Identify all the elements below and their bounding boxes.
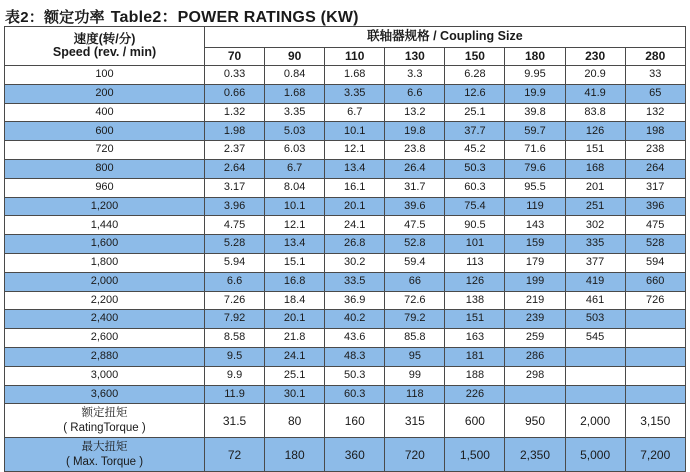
rating-torque-cell: 160 (325, 404, 385, 438)
table-row (5, 141, 686, 160)
size-header-230: 230 (565, 48, 625, 66)
power-cell: 181 (445, 347, 505, 366)
power-cell: 11.9 (205, 385, 265, 404)
rating-torque-row (5, 404, 686, 438)
title-english: Table2：POWER RATINGS (KW) (110, 9, 359, 26)
power-cell (565, 347, 625, 366)
table-row (5, 197, 686, 216)
table-row (5, 84, 686, 103)
power-cell: 335 (565, 235, 625, 254)
table-row (5, 291, 686, 310)
power-cell: 33 (625, 66, 685, 85)
power-cell: 19.8 (385, 122, 445, 141)
power-cell: 226 (445, 385, 505, 404)
power-cell: 298 (505, 366, 565, 385)
power-cell: 5.94 (205, 253, 265, 272)
power-cell: 5.28 (205, 235, 265, 254)
power-cell: 47.5 (385, 216, 445, 235)
title-chinese: 表2：额定功率 (5, 9, 105, 26)
power-cell: 126 (445, 272, 505, 291)
power-cell: 25.1 (265, 366, 325, 385)
power-cell: 48.3 (325, 347, 385, 366)
power-cell: 6.28 (445, 66, 505, 85)
power-cell: 1.68 (265, 84, 325, 103)
max-torque-cell: 7,200 (625, 438, 685, 472)
max-torque-cell: 2,350 (505, 438, 565, 472)
power-ratings-table (4, 26, 686, 472)
power-cell: 594 (625, 253, 685, 272)
power-cell: 179 (505, 253, 565, 272)
power-cell: 24.1 (265, 347, 325, 366)
power-cell: 65 (625, 84, 685, 103)
max-torque-cell: 360 (325, 438, 385, 472)
power-cell: 79.2 (385, 310, 445, 329)
power-cell: 16.8 (265, 272, 325, 291)
table-row (5, 329, 686, 348)
power-cell: 99 (385, 366, 445, 385)
speed-column-header (5, 27, 205, 66)
power-cell: 251 (565, 197, 625, 216)
power-cell: 39.8 (505, 103, 565, 122)
coupling-size-header: 联轴器规格 / Coupling Size (205, 27, 686, 48)
power-cell: 475 (625, 216, 685, 235)
power-cell: 168 (565, 159, 625, 178)
power-cell: 45.2 (445, 141, 505, 160)
speed-cell: 1,600 (5, 235, 205, 254)
power-cell: 12.6 (445, 84, 505, 103)
power-cell: 3.35 (325, 84, 385, 103)
power-cell: 3.17 (205, 178, 265, 197)
table-row (5, 216, 686, 235)
speed-cell: 3,600 (5, 385, 205, 404)
power-cell: 13.4 (265, 235, 325, 254)
power-cell: 2.64 (205, 159, 265, 178)
speed-cell: 600 (5, 122, 205, 141)
power-cell: 5.03 (265, 122, 325, 141)
power-cell: 239 (505, 310, 565, 329)
power-cell: 10.1 (265, 197, 325, 216)
speed-cell: 2,200 (5, 291, 205, 310)
speed-cell: 800 (5, 159, 205, 178)
rating-torque-cell: 950 (505, 404, 565, 438)
speed-cell: 3,000 (5, 366, 205, 385)
power-cell: 396 (625, 197, 685, 216)
power-cell: 6.7 (325, 103, 385, 122)
size-header-70: 70 (205, 48, 265, 66)
power-cell: 13.4 (325, 159, 385, 178)
max-torque-cell: 180 (265, 438, 325, 472)
power-cell: 36.9 (325, 291, 385, 310)
power-cell: 264 (625, 159, 685, 178)
power-cell: 15.1 (265, 253, 325, 272)
max-torque-cell: 1,500 (445, 438, 505, 472)
power-cell: 24.1 (325, 216, 385, 235)
power-cell: 101 (445, 235, 505, 254)
power-cell (505, 385, 565, 404)
size-header-280: 280 (625, 48, 685, 66)
power-cell: 95.5 (505, 178, 565, 197)
power-cell: 18.4 (265, 291, 325, 310)
power-cell: 52.8 (385, 235, 445, 254)
power-cell: 21.8 (265, 329, 325, 348)
power-cell: 30.2 (325, 253, 385, 272)
power-cell: 317 (625, 178, 685, 197)
power-cell: 37.7 (445, 122, 505, 141)
max-torque-label-english: ( Max. Torque ) (65, 455, 144, 468)
power-cell: 19.9 (505, 84, 565, 103)
power-cell: 71.6 (505, 141, 565, 160)
power-cell: 12.1 (265, 216, 325, 235)
speed-header-chinese: 速度(转/分) (73, 31, 136, 46)
power-cell: 219 (505, 291, 565, 310)
power-cell: 151 (565, 141, 625, 160)
power-cell: 188 (445, 366, 505, 385)
power-cell: 16.1 (325, 178, 385, 197)
speed-cell: 2,000 (5, 272, 205, 291)
power-cell: 39.6 (385, 197, 445, 216)
rating-torque-cell: 31.5 (205, 404, 265, 438)
power-cell: 50.3 (445, 159, 505, 178)
power-cell: 9.9 (205, 366, 265, 385)
power-cell: 2.37 (205, 141, 265, 160)
power-cell: 9.5 (205, 347, 265, 366)
power-cell: 7.92 (205, 310, 265, 329)
max-torque-label (5, 438, 205, 472)
power-cell: 8.58 (205, 329, 265, 348)
power-cell: 33.5 (325, 272, 385, 291)
power-cell: 20.9 (565, 66, 625, 85)
table-row (5, 385, 686, 404)
rating-torque-label-english: ( RatingTorque ) (63, 421, 146, 434)
power-cell: 113 (445, 253, 505, 272)
power-cell (625, 347, 685, 366)
speed-cell: 720 (5, 141, 205, 160)
speed-cell: 2,880 (5, 347, 205, 366)
speed-cell: 1,440 (5, 216, 205, 235)
speed-cell: 200 (5, 84, 205, 103)
power-cell: 4.75 (205, 216, 265, 235)
power-cell: 43.6 (325, 329, 385, 348)
power-cell: 0.84 (265, 66, 325, 85)
power-cell: 238 (625, 141, 685, 160)
power-cell: 163 (445, 329, 505, 348)
speed-cell: 2,600 (5, 329, 205, 348)
power-cell: 6.03 (265, 141, 325, 160)
rating-torque-cell: 2,000 (565, 404, 625, 438)
table-row (5, 103, 686, 122)
power-cell: 72.6 (385, 291, 445, 310)
table-row (5, 366, 686, 385)
power-cell: 0.66 (205, 84, 265, 103)
power-cell: 60.3 (445, 178, 505, 197)
power-cell: 59.7 (505, 122, 565, 141)
power-cell: 95 (385, 347, 445, 366)
power-cell: 143 (505, 216, 565, 235)
power-cell: 528 (625, 235, 685, 254)
power-cell: 66 (385, 272, 445, 291)
power-cell (565, 366, 625, 385)
power-cell: 30.1 (265, 385, 325, 404)
speed-cell: 1,800 (5, 253, 205, 272)
speed-cell: 960 (5, 178, 205, 197)
power-cell (625, 310, 685, 329)
power-cell: 20.1 (325, 197, 385, 216)
table-title (5, 4, 359, 27)
table-row (5, 159, 686, 178)
speed-cell: 2,400 (5, 310, 205, 329)
table-row (5, 272, 686, 291)
rating-torque-cell: 315 (385, 404, 445, 438)
power-cell: 7.26 (205, 291, 265, 310)
power-cell: 0.33 (205, 66, 265, 85)
rating-torque-label-chinese: 额定扭矩 (81, 406, 128, 419)
power-cell: 118 (385, 385, 445, 404)
power-cell: 660 (625, 272, 685, 291)
rating-torque-cell: 600 (445, 404, 505, 438)
power-cell: 85.8 (385, 329, 445, 348)
power-cell: 6.6 (205, 272, 265, 291)
power-cell: 545 (565, 329, 625, 348)
power-cell: 13.2 (385, 103, 445, 122)
power-cell: 50.3 (325, 366, 385, 385)
speed-cell: 400 (5, 103, 205, 122)
power-cell: 461 (565, 291, 625, 310)
power-cell (625, 366, 685, 385)
max-torque-row (5, 438, 686, 472)
table-row (5, 347, 686, 366)
power-cell: 8.04 (265, 178, 325, 197)
power-cell: 503 (565, 310, 625, 329)
table-row (5, 122, 686, 141)
table-row (5, 310, 686, 329)
power-cell: 1.68 (325, 66, 385, 85)
size-header-110: 110 (325, 48, 385, 66)
rating-torque-cell: 3,150 (625, 404, 685, 438)
size-header-180: 180 (505, 48, 565, 66)
power-cell: 201 (565, 178, 625, 197)
power-cell: 23.8 (385, 141, 445, 160)
power-cell: 726 (625, 291, 685, 310)
speed-cell: 1,200 (5, 197, 205, 216)
size-header-150: 150 (445, 48, 505, 66)
power-cell: 12.1 (325, 141, 385, 160)
max-torque-cell: 72 (205, 438, 265, 472)
power-cell: 377 (565, 253, 625, 272)
power-cell: 20.1 (265, 310, 325, 329)
power-cell: 3.35 (265, 103, 325, 122)
power-cell: 1.98 (205, 122, 265, 141)
power-cell: 60.3 (325, 385, 385, 404)
power-cell: 198 (625, 122, 685, 141)
power-cell: 59.4 (385, 253, 445, 272)
speed-header-english: Speed (rev. / min) (52, 45, 157, 59)
power-cell: 286 (505, 347, 565, 366)
power-cell (625, 329, 685, 348)
power-cell: 3.3 (385, 66, 445, 85)
rating-torque-cell: 80 (265, 404, 325, 438)
power-cell: 159 (505, 235, 565, 254)
power-cell: 151 (445, 310, 505, 329)
power-cell: 41.9 (565, 84, 625, 103)
power-cell: 419 (565, 272, 625, 291)
power-cell: 6.7 (265, 159, 325, 178)
table-row (5, 178, 686, 197)
power-cell: 83.8 (565, 103, 625, 122)
size-header-130: 130 (385, 48, 445, 66)
power-cell: 259 (505, 329, 565, 348)
power-cell: 199 (505, 272, 565, 291)
power-cell: 119 (505, 197, 565, 216)
max-torque-label-chinese: 最大扭矩 (81, 440, 128, 453)
table-row (5, 66, 686, 85)
size-header-90: 90 (265, 48, 325, 66)
power-cell: 126 (565, 122, 625, 141)
power-cell: 6.6 (385, 84, 445, 103)
table-row (5, 235, 686, 254)
max-torque-cell: 5,000 (565, 438, 625, 472)
power-cell: 132 (625, 103, 685, 122)
power-cell (625, 385, 685, 404)
rating-torque-label (5, 404, 205, 438)
power-cell (565, 385, 625, 404)
max-torque-cell: 720 (385, 438, 445, 472)
power-cell: 138 (445, 291, 505, 310)
power-cell: 10.1 (325, 122, 385, 141)
power-cell: 79.6 (505, 159, 565, 178)
power-cell: 26.4 (385, 159, 445, 178)
power-cell: 90.5 (445, 216, 505, 235)
power-cell: 3.96 (205, 197, 265, 216)
table-row (5, 253, 686, 272)
power-cell: 302 (565, 216, 625, 235)
power-cell: 26.8 (325, 235, 385, 254)
power-cell: 1.32 (205, 103, 265, 122)
power-cell: 75.4 (445, 197, 505, 216)
power-cell: 31.7 (385, 178, 445, 197)
power-cell: 40.2 (325, 310, 385, 329)
power-cell: 9.95 (505, 66, 565, 85)
power-cell: 25.1 (445, 103, 505, 122)
speed-cell: 100 (5, 66, 205, 85)
